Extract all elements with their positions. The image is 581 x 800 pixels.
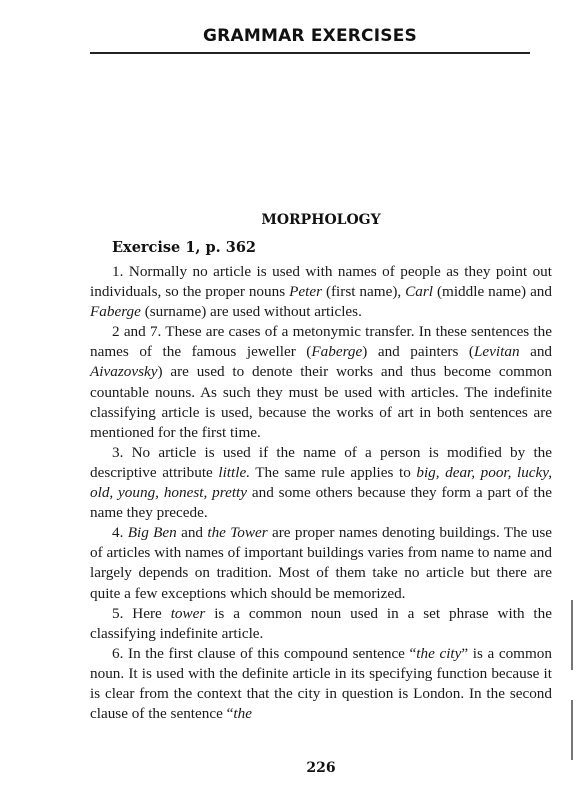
running-head: GRAMMAR EXERCISES [203, 26, 417, 46]
italic-term: little. [218, 463, 250, 481]
paragraph-2: 2 and 7. These are cases of a metonymic transfer. In these sentences the names of the famous jeweller (Faberge) and painters (Levitan and Aivazovsky) are used to denote their works and thus become common countable nouns. As such they must be used with articles. The indefinite classifying article is used, because the works of art in both sentences are mentioned for the first time. [90, 323, 553, 441]
paragraph-6: 6. In the first clause of this compound sentence “the city” is a common noun. It is used with the definite article in its specifying function because it is clear from the context that the city in question is London. In the second clause of the sentence “the [90, 644, 552, 723]
page-number: 226 [306, 760, 336, 776]
italic-term: the city [416, 644, 462, 662]
italic-term: Carl [405, 283, 433, 301]
scan-edge-mark [571, 700, 573, 760]
paragraph-5: 5. Here tower is a common noun used in a set phrase with the classifying indefinite article. [90, 604, 552, 642]
italic-term: Levitan [473, 343, 520, 361]
paragraph-4: 4. Big Ben and the Tower are proper names denoting buildings. The use of articles with names of important buildings varies from name to name and largely depends on tradition. Most of them take no article but there are quite a few exceptions which should be memorized. [90, 524, 552, 602]
paragraph-1: 1. Normally no article is used with names of people as they point out individuals, so the proper nouns Peter (first name), Carl (middle name) and Faberge (surname) are used without articles. [90, 263, 552, 321]
italic-term: Faberge [311, 343, 363, 361]
scan-edge-mark [571, 600, 573, 670]
italic-term: the Tower [207, 524, 268, 542]
italic-term: Big Ben [127, 524, 177, 542]
body-text [90, 262, 552, 724]
italic-term: big, dear, poor, lucky, old, young, honest, pretty [90, 463, 552, 502]
italic-term: Peter [289, 283, 322, 301]
header-rule [90, 52, 530, 54]
exercise-title: Exercise 1, p. 362 [112, 239, 257, 256]
italic-term: tower [170, 604, 206, 622]
italic-term: Faberge [90, 303, 141, 321]
italic-term: Aivazovsky [90, 363, 158, 381]
italic-term: the [233, 705, 252, 723]
section-title: MORPHOLOGY [261, 212, 381, 228]
paragraph-3: 3. No article is used if the name of a person is modified by the descriptive attribute little. The same rule applies to big, dear, poor, lucky, old, young, honest, pretty and some others because they form a part of the name they precede. [90, 443, 552, 522]
